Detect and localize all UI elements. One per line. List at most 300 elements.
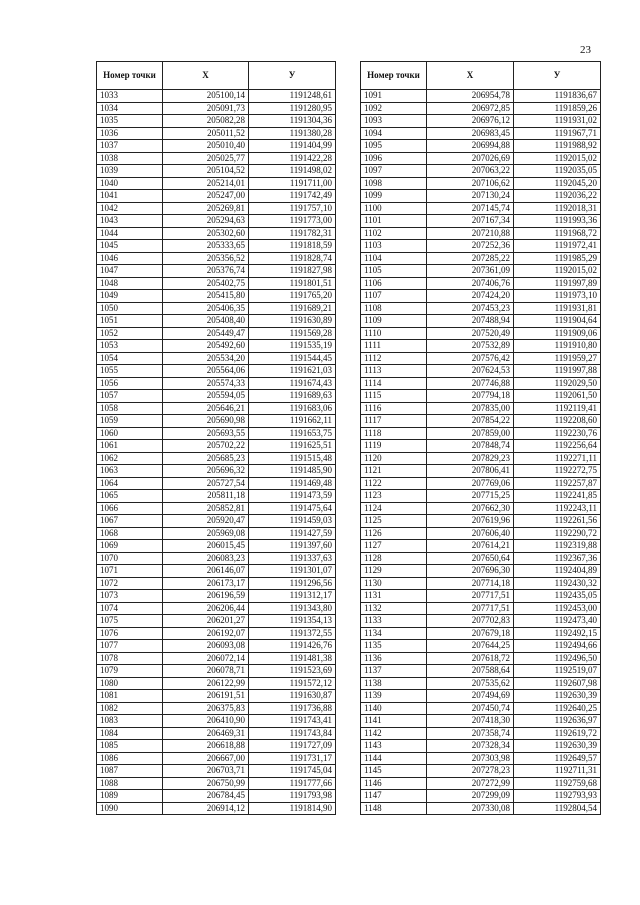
y-coordinate-cell: 1191569,28 [249,327,336,340]
table-row [361,502,601,515]
table-row [361,565,601,578]
y-coordinate-cell: 1191997,88 [514,365,601,378]
x-coordinate-cell: 206083,23 [163,552,249,565]
y-coordinate-cell: 1192430,32 [514,577,601,590]
x-coordinate-cell: 207210,88 [427,227,514,240]
x-coordinate-cell: 207662,30 [427,502,514,515]
point-number-cell: 1143 [361,740,427,753]
x-coordinate-cell: 207252,36 [427,240,514,253]
point-number-cell: 1043 [97,215,163,228]
y-coordinate-cell: 1191985,29 [514,252,601,265]
y-coordinate-cell: 1191662,11 [249,415,336,428]
y-coordinate-cell: 1192036,22 [514,190,601,203]
x-coordinate-cell: 206667,00 [163,752,249,765]
y-coordinate-cell: 1191544,45 [249,352,336,365]
y-coordinate-cell: 1192261,56 [514,515,601,528]
point-number-cell: 1113 [361,365,427,378]
x-coordinate-cell: 205269,81 [163,202,249,215]
table-row [361,527,601,540]
table-row [97,440,336,453]
table-row [97,552,336,565]
point-number-cell: 1087 [97,765,163,778]
table-row [361,277,601,290]
y-coordinate-cell: 1191523,69 [249,665,336,678]
x-coordinate-cell: 207026,69 [427,152,514,165]
y-coordinate-cell: 1191343,80 [249,602,336,615]
point-number-cell: 1137 [361,665,427,678]
point-number-cell: 1078 [97,652,163,665]
x-coordinate-cell: 207285,22 [427,252,514,265]
x-coordinate-cell: 206914,12 [163,802,249,815]
table-row [361,552,601,565]
y-coordinate-cell: 1192367,36 [514,552,601,565]
x-coordinate-cell: 207717,51 [427,602,514,615]
x-coordinate-cell: 205685,23 [163,452,249,465]
table-row [97,415,336,428]
x-coordinate-cell: 207488,94 [427,315,514,328]
table-row [97,602,336,615]
x-coordinate-cell: 207644,25 [427,640,514,653]
point-number-cell: 1088 [97,777,163,790]
table-row [361,515,601,528]
y-coordinate-cell: 1192243,11 [514,502,601,515]
table-row [97,777,336,790]
point-number-cell: 1050 [97,302,163,315]
x-coordinate-cell: 206206,44 [163,602,249,615]
y-coordinate-cell: 1191757,10 [249,202,336,215]
point-number-cell: 1063 [97,465,163,478]
y-coordinate-cell: 1191630,87 [249,690,336,703]
header-y: У [249,62,336,90]
y-coordinate-cell: 1192241,85 [514,490,601,503]
y-coordinate-cell: 1192061,50 [514,390,601,403]
y-coordinate-cell: 1191836,67 [514,90,601,103]
point-number-cell: 1139 [361,690,427,703]
x-coordinate-cell: 205415,80 [163,290,249,303]
x-coordinate-cell: 205969,08 [163,527,249,540]
y-coordinate-cell: 1191422,28 [249,152,336,165]
point-number-cell: 1124 [361,502,427,515]
y-coordinate-cell: 1192804,54 [514,802,601,815]
table-row [361,377,601,390]
table-row [97,765,336,778]
point-number-cell: 1107 [361,290,427,303]
y-coordinate-cell: 1191304,36 [249,115,336,128]
point-number-cell: 1052 [97,327,163,340]
y-coordinate-cell: 1191736,88 [249,702,336,715]
table-row [361,477,601,490]
table-row [97,340,336,353]
y-coordinate-cell: 1191731,17 [249,752,336,765]
x-coordinate-cell: 206196,59 [163,590,249,603]
y-coordinate-cell: 1191683,06 [249,402,336,415]
table-row [97,252,336,265]
point-number-cell: 1128 [361,552,427,565]
table-row [361,602,601,615]
x-coordinate-cell: 207450,74 [427,702,514,715]
table-row [361,227,601,240]
table-row [97,527,336,540]
table-row [97,752,336,765]
point-number-cell: 1094 [361,127,427,140]
table-row [361,252,601,265]
point-number-cell: 1148 [361,802,427,815]
y-coordinate-cell: 1191993,36 [514,215,601,228]
point-number-cell: 1103 [361,240,427,253]
x-coordinate-cell: 207358,74 [427,727,514,740]
y-coordinate-cell: 1192473,40 [514,615,601,628]
table-row [361,327,601,340]
y-coordinate-cell: 1191931,81 [514,302,601,315]
y-coordinate-cell: 1191801,51 [249,277,336,290]
point-number-cell: 1084 [97,727,163,740]
point-number-cell: 1072 [97,577,163,590]
table-row [97,727,336,740]
point-number-cell: 1042 [97,202,163,215]
x-coordinate-cell: 206983,45 [427,127,514,140]
table-row [361,402,601,415]
point-number-cell: 1075 [97,615,163,628]
table-row [361,802,601,815]
x-coordinate-cell: 205690,98 [163,415,249,428]
x-coordinate-cell: 207418,30 [427,715,514,728]
x-coordinate-cell: 207453,23 [427,302,514,315]
x-coordinate-cell: 207424,20 [427,290,514,303]
header-point-number: Номер точки [361,62,427,90]
table-row [97,690,336,703]
table-row [97,390,336,403]
coordinates-table-left [96,61,336,815]
x-coordinate-cell: 205702,22 [163,440,249,453]
x-coordinate-cell: 205104,52 [163,165,249,178]
x-coordinate-cell: 207278,23 [427,765,514,778]
y-coordinate-cell: 1192035,05 [514,165,601,178]
table-row [361,690,601,703]
table-row [361,440,601,453]
x-coordinate-cell: 207679,18 [427,627,514,640]
point-number-cell: 1074 [97,602,163,615]
point-number-cell: 1040 [97,177,163,190]
point-number-cell: 1041 [97,190,163,203]
point-number-cell: 1069 [97,540,163,553]
x-coordinate-cell: 207576,42 [427,352,514,365]
table-row [361,590,601,603]
table-row [361,340,601,353]
point-number-cell: 1123 [361,490,427,503]
x-coordinate-cell: 207769,06 [427,477,514,490]
point-number-cell: 1105 [361,265,427,278]
point-number-cell: 1082 [97,702,163,715]
x-coordinate-cell: 207619,96 [427,515,514,528]
table-row [97,465,336,478]
table-row [97,377,336,390]
x-coordinate-cell: 207272,99 [427,777,514,790]
x-coordinate-cell: 207145,74 [427,202,514,215]
point-number-cell: 1036 [97,127,163,140]
table-row [97,715,336,728]
point-number-cell: 1047 [97,265,163,278]
x-coordinate-cell: 205100,14 [163,90,249,103]
x-coordinate-cell: 205696,32 [163,465,249,478]
table-row [361,315,601,328]
y-coordinate-cell: 1191404,99 [249,140,336,153]
x-coordinate-cell: 207328,34 [427,740,514,753]
x-coordinate-cell: 207806,41 [427,465,514,478]
y-coordinate-cell: 1191968,72 [514,227,601,240]
point-number-cell: 1117 [361,415,427,428]
x-coordinate-cell: 205594,05 [163,390,249,403]
table-row [97,402,336,415]
table-row [97,90,336,103]
table-row [361,302,601,315]
point-number-cell: 1098 [361,177,427,190]
x-coordinate-cell: 207167,34 [427,215,514,228]
x-coordinate-cell: 206015,45 [163,540,249,553]
table-row [97,577,336,590]
y-coordinate-cell: 1191828,74 [249,252,336,265]
header-point-number: Номер точки [97,62,163,90]
x-coordinate-cell: 207606,40 [427,527,514,540]
x-coordinate-cell: 206976,12 [427,115,514,128]
y-coordinate-cell: 1192015,02 [514,265,601,278]
table-row [97,152,336,165]
point-number-cell: 1120 [361,452,427,465]
y-coordinate-cell: 1191475,64 [249,502,336,515]
point-number-cell: 1061 [97,440,163,453]
table-row [361,765,601,778]
point-number-cell: 1085 [97,740,163,753]
y-coordinate-cell: 1191248,61 [249,90,336,103]
table-row [361,652,601,665]
point-number-cell: 1099 [361,190,427,203]
x-coordinate-cell: 205091,73 [163,102,249,115]
y-coordinate-cell: 1192029,50 [514,377,601,390]
point-number-cell: 1109 [361,315,427,328]
point-number-cell: 1073 [97,590,163,603]
x-coordinate-cell: 207618,72 [427,652,514,665]
table-row [97,790,336,803]
x-coordinate-cell: 205920,47 [163,515,249,528]
point-number-cell: 1135 [361,640,427,653]
y-coordinate-cell: 1191459,03 [249,515,336,528]
table-row [97,265,336,278]
point-number-cell: 1134 [361,627,427,640]
x-coordinate-cell: 206784,45 [163,790,249,803]
table-row [97,565,336,578]
table-row [97,365,336,378]
table-row [97,427,336,440]
x-coordinate-cell: 205011,52 [163,127,249,140]
x-coordinate-cell: 207829,23 [427,452,514,465]
x-coordinate-cell: 207715,25 [427,490,514,503]
table-row [97,702,336,715]
table-row [361,740,601,753]
x-coordinate-cell: 207588,64 [427,665,514,678]
y-coordinate-cell: 1191909,06 [514,327,601,340]
y-coordinate-cell: 1192640,25 [514,702,601,715]
point-number-cell: 1111 [361,340,427,353]
y-coordinate-cell: 1192435,05 [514,590,601,603]
point-number-cell: 1068 [97,527,163,540]
x-coordinate-cell: 207532,89 [427,340,514,353]
point-number-cell: 1057 [97,390,163,403]
y-coordinate-cell: 1191793,98 [249,790,336,803]
x-coordinate-cell: 207063,22 [427,165,514,178]
x-coordinate-cell: 207303,98 [427,752,514,765]
table-row [97,302,336,315]
x-coordinate-cell: 206972,85 [427,102,514,115]
point-number-cell: 1125 [361,515,427,528]
x-coordinate-cell: 207794,18 [427,390,514,403]
x-coordinate-cell: 207717,51 [427,590,514,603]
point-number-cell: 1147 [361,790,427,803]
y-coordinate-cell: 1192208,60 [514,415,601,428]
y-coordinate-cell: 1192257,87 [514,477,601,490]
point-number-cell: 1106 [361,277,427,290]
x-coordinate-cell: 206192,07 [163,627,249,640]
point-number-cell: 1127 [361,540,427,553]
x-coordinate-cell: 207650,64 [427,552,514,565]
table-row [97,540,336,553]
table-row [97,227,336,240]
table-row [97,202,336,215]
y-coordinate-cell: 1192711,31 [514,765,601,778]
table-row [361,390,601,403]
table-row [361,627,601,640]
point-number-cell: 1065 [97,490,163,503]
point-number-cell: 1070 [97,552,163,565]
table-row [361,115,601,128]
y-coordinate-cell: 1191972,41 [514,240,601,253]
y-coordinate-cell: 1191773,00 [249,215,336,228]
x-coordinate-cell: 205376,74 [163,265,249,278]
y-coordinate-cell: 1191337,63 [249,552,336,565]
x-coordinate-cell: 206750,99 [163,777,249,790]
x-coordinate-cell: 205534,20 [163,352,249,365]
y-coordinate-cell: 1191765,20 [249,290,336,303]
page-number: 23 [580,44,591,56]
x-coordinate-cell: 205693,55 [163,427,249,440]
point-number-cell: 1118 [361,427,427,440]
table-row [361,640,601,653]
x-coordinate-cell: 206191,51 [163,690,249,703]
y-coordinate-cell: 1191782,31 [249,227,336,240]
x-coordinate-cell: 206093,08 [163,640,249,653]
x-coordinate-cell: 205402,75 [163,277,249,290]
point-number-cell: 1145 [361,765,427,778]
point-number-cell: 1141 [361,715,427,728]
x-coordinate-cell: 206618,88 [163,740,249,753]
point-number-cell: 1093 [361,115,427,128]
y-coordinate-cell: 1192230,76 [514,427,601,440]
x-coordinate-cell: 205492,60 [163,340,249,353]
y-coordinate-cell: 1192636,97 [514,715,601,728]
y-coordinate-cell: 1191296,56 [249,577,336,590]
point-number-cell: 1080 [97,677,163,690]
y-coordinate-cell: 1191380,28 [249,127,336,140]
x-coordinate-cell: 205294,63 [163,215,249,228]
table-row [361,452,601,465]
y-coordinate-cell: 1191515,48 [249,452,336,465]
table-row [97,665,336,678]
x-coordinate-cell: 205214,01 [163,177,249,190]
table-row [97,102,336,115]
y-coordinate-cell: 1192759,68 [514,777,601,790]
point-number-cell: 1066 [97,502,163,515]
x-coordinate-cell: 207330,08 [427,802,514,815]
y-coordinate-cell: 1191397,60 [249,540,336,553]
table-header-row [97,62,336,90]
y-coordinate-cell: 1191777,66 [249,777,336,790]
table-row [97,215,336,228]
x-coordinate-cell: 207702,83 [427,615,514,628]
x-coordinate-cell: 207746,88 [427,377,514,390]
table-row [361,427,601,440]
y-coordinate-cell: 1191973,10 [514,290,601,303]
table-row [97,315,336,328]
y-coordinate-cell: 1191967,71 [514,127,601,140]
y-coordinate-cell: 1191621,03 [249,365,336,378]
point-number-cell: 1114 [361,377,427,390]
x-coordinate-cell: 205247,00 [163,190,249,203]
y-coordinate-cell: 1191481,38 [249,652,336,665]
y-coordinate-cell: 1191904,64 [514,315,601,328]
y-coordinate-cell: 1191818,59 [249,240,336,253]
point-number-cell: 1129 [361,565,427,578]
y-coordinate-cell: 1191535,19 [249,340,336,353]
point-number-cell: 1091 [361,90,427,103]
table-row [361,152,601,165]
point-number-cell: 1064 [97,477,163,490]
x-coordinate-cell: 205811,18 [163,490,249,503]
table-header-row [361,62,601,90]
x-coordinate-cell: 206994,88 [427,140,514,153]
y-coordinate-cell: 1191485,90 [249,465,336,478]
x-coordinate-cell: 206469,31 [163,727,249,740]
y-coordinate-cell: 1191572,12 [249,677,336,690]
x-coordinate-cell: 207520,49 [427,327,514,340]
table-row [361,677,601,690]
point-number-cell: 1131 [361,590,427,603]
table-row [97,477,336,490]
x-coordinate-cell: 205646,21 [163,402,249,415]
y-coordinate-cell: 1191689,63 [249,390,336,403]
table-row [361,777,601,790]
y-coordinate-cell: 1191653,75 [249,427,336,440]
point-number-cell: 1112 [361,352,427,365]
point-number-cell: 1046 [97,252,163,265]
point-number-cell: 1092 [361,102,427,115]
y-coordinate-cell: 1191743,41 [249,715,336,728]
table-row [97,165,336,178]
x-coordinate-cell: 207130,24 [427,190,514,203]
table-row [361,790,601,803]
table-row [97,140,336,153]
y-coordinate-cell: 1191745,04 [249,765,336,778]
point-number-cell: 1076 [97,627,163,640]
table-row [361,202,601,215]
y-coordinate-cell: 1192630,39 [514,690,601,703]
point-number-cell: 1045 [97,240,163,253]
y-coordinate-cell: 1191910,80 [514,340,601,353]
header-x: Х [163,62,249,90]
x-coordinate-cell: 207848,74 [427,440,514,453]
y-coordinate-cell: 1191301,07 [249,565,336,578]
x-coordinate-cell: 205082,28 [163,115,249,128]
table-row [361,615,601,628]
y-coordinate-cell: 1192256,64 [514,440,601,453]
x-coordinate-cell: 207854,22 [427,415,514,428]
